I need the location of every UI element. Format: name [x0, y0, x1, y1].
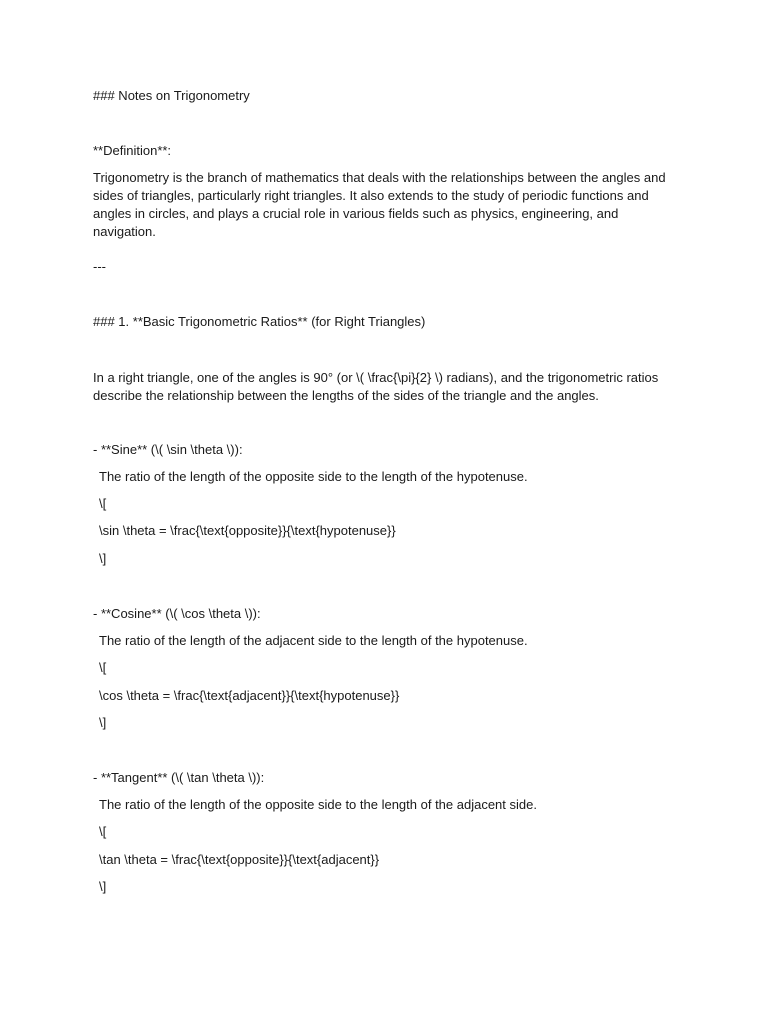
sine-math-close: \] [99, 551, 107, 566]
tangent-formula: \tan \theta = \frac{\text{opposite}}{\text{adjacent}} [99, 852, 380, 867]
definition-paragraph: Trigonometry is the branch of mathematics that deals with the relationships between the angles and sides of triangles, particularly right triangles. It also extends to the study of periodic functions and angles in circles, and plays a crucial role in various fields such as physics, engineering, and navigation. [93, 170, 666, 239]
cosine-label: - **Cosine** (\( \cos \theta \)): [93, 606, 261, 621]
section-1-heading: ### 1. **Basic Trigonometric Ratios** (for Right Triangles) [93, 314, 426, 329]
cosine-description: The ratio of the length of the adjacent side to the length of the hypotenuse. [99, 633, 528, 648]
cosine-math-open: \[ [99, 660, 107, 675]
horizontal-separator: --- [93, 259, 106, 274]
tangent-label: - **Tangent** (\( \tan \theta \)): [93, 770, 265, 785]
tangent-math-close: \] [99, 879, 107, 894]
tangent-math-open: \[ [99, 824, 107, 839]
sine-description: The ratio of the length of the opposite side to the length of the hypotenuse. [99, 469, 528, 484]
section-1-intro-paragraph: In a right triangle, one of the angles is 90° (or \( \frac{\pi}{2} \) radians), and the trigonometric ratios describe the relationship between the lengths of the sides of the triangle and the angles. [93, 370, 659, 403]
sine-math-open: \[ [99, 496, 107, 511]
cosine-formula: \cos \theta = \frac{\text{adjacent}}{\text{hypotenuse}} [99, 688, 400, 703]
sine-label: - **Sine** (\( \sin \theta \)): [93, 442, 243, 457]
definition-label: **Definition**: [93, 143, 172, 158]
document-heading: ### Notes on Trigonometry [93, 88, 250, 103]
cosine-math-close: \] [99, 715, 107, 730]
sine-formula: \sin \theta = \frac{\text{opposite}}{\text{hypotenuse}} [99, 523, 396, 538]
tangent-description: The ratio of the length of the opposite side to the length of the adjacent side. [99, 797, 537, 812]
